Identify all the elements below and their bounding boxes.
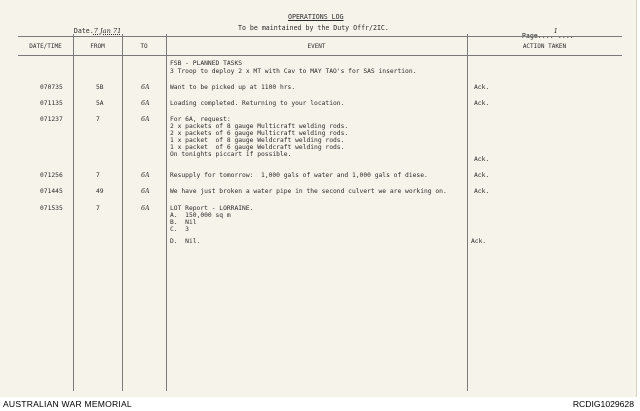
column-divider bbox=[73, 34, 74, 391]
event-line: 3 Troop to deploy 2 x MT with Cav to MAY TAO's for SAS insertion. bbox=[170, 68, 417, 75]
row-action: Ack. bbox=[474, 188, 490, 195]
date-value: 7 Jan 71 bbox=[93, 27, 122, 35]
log-title: OPERATIONS LOG bbox=[288, 13, 344, 21]
row-action: Ack. bbox=[474, 156, 490, 163]
event-line: On tonights piccart if possible. bbox=[170, 151, 292, 158]
event-line: 2 x packets of 8 gauge Multicraft welding rods. bbox=[170, 123, 349, 130]
row-action: Ack. bbox=[474, 100, 490, 107]
event-line: 2 x packets of 6 gauge Multicraft welding rods. bbox=[170, 130, 349, 137]
col-header-date-time: DATE/TIME bbox=[29, 43, 62, 50]
row-to: 6A bbox=[141, 84, 150, 91]
row-to: 6A bbox=[141, 205, 150, 212]
row-to: 6A bbox=[141, 100, 150, 107]
row-action: Ack. bbox=[474, 172, 490, 179]
table-top-rule bbox=[18, 36, 622, 37]
footer-institution: AUSTRALIAN WAR MEMORIAL bbox=[3, 399, 132, 409]
footer-reference: RCDIG1029628 bbox=[572, 399, 634, 409]
event-line: Resupply for tomorrow: 1,000 gals of water and 1,000 gals of diese. bbox=[170, 172, 428, 179]
column-divider bbox=[467, 34, 468, 391]
row-action: Ack. bbox=[474, 84, 490, 91]
row-action: Ack. bbox=[471, 238, 487, 245]
event-line: FSB - PLANNED TASKS bbox=[170, 60, 243, 67]
column-divider bbox=[122, 34, 123, 391]
col-header-action: ACTION TAKEN bbox=[522, 43, 567, 50]
row-time: 070735 bbox=[40, 84, 63, 91]
row-from: 49 bbox=[96, 188, 104, 195]
event-line: We have just broken a water pipe in the second culvert we are working on. bbox=[170, 188, 447, 195]
row-time: 071135 bbox=[40, 100, 63, 107]
row-to: 6A bbox=[141, 172, 150, 179]
row-to: 6A bbox=[141, 116, 150, 123]
column-divider bbox=[166, 34, 167, 391]
row-from: 7 bbox=[96, 205, 100, 212]
event-line: 1 x packet of 8 gauge Weldcraft welding rods. bbox=[170, 137, 345, 144]
row-time: 071237 bbox=[40, 116, 63, 123]
event-line: Loading completed. Returning to your location. bbox=[170, 100, 345, 107]
table-header-rule bbox=[18, 55, 622, 56]
event-line: D. Nil. bbox=[170, 238, 201, 245]
date-field bbox=[58, 19, 121, 43]
page-field: Page....1.... bbox=[521, 27, 574, 40]
row-from: 7 bbox=[96, 172, 100, 179]
row-time: 071256 bbox=[40, 172, 63, 179]
col-header-to: TO bbox=[140, 43, 148, 50]
col-header-from: FROM bbox=[90, 43, 105, 50]
date-label: Date. bbox=[73, 27, 94, 35]
row-time: 071535 bbox=[40, 205, 63, 212]
log-subtitle: To be maintained by the Duty Offr/2IC. bbox=[238, 24, 389, 32]
event-line: LOT Report - LORRAINE. bbox=[170, 205, 254, 212]
event-line: For 6A, request: bbox=[170, 116, 231, 123]
event-line: C. 3 bbox=[170, 226, 189, 233]
event-line: Want to be picked up at 1100 hrs. bbox=[170, 84, 296, 91]
event-line: B. Nil bbox=[170, 219, 197, 226]
row-from: 5B bbox=[96, 84, 104, 91]
row-from: 7 bbox=[96, 116, 100, 123]
page-label: Page bbox=[521, 32, 538, 40]
row-to: 6A bbox=[141, 188, 150, 195]
event-line: A. 150,000 sq m bbox=[170, 212, 231, 219]
row-from: 5A bbox=[96, 100, 104, 107]
event-line: 1 x packet of 6 gauge Weldcraft welding rods. bbox=[170, 144, 345, 151]
page-value: 1 bbox=[553, 27, 558, 35]
row-time: 071445 bbox=[40, 188, 63, 195]
col-header-event: EVENT bbox=[307, 43, 326, 50]
archive-footer bbox=[0, 397, 640, 411]
